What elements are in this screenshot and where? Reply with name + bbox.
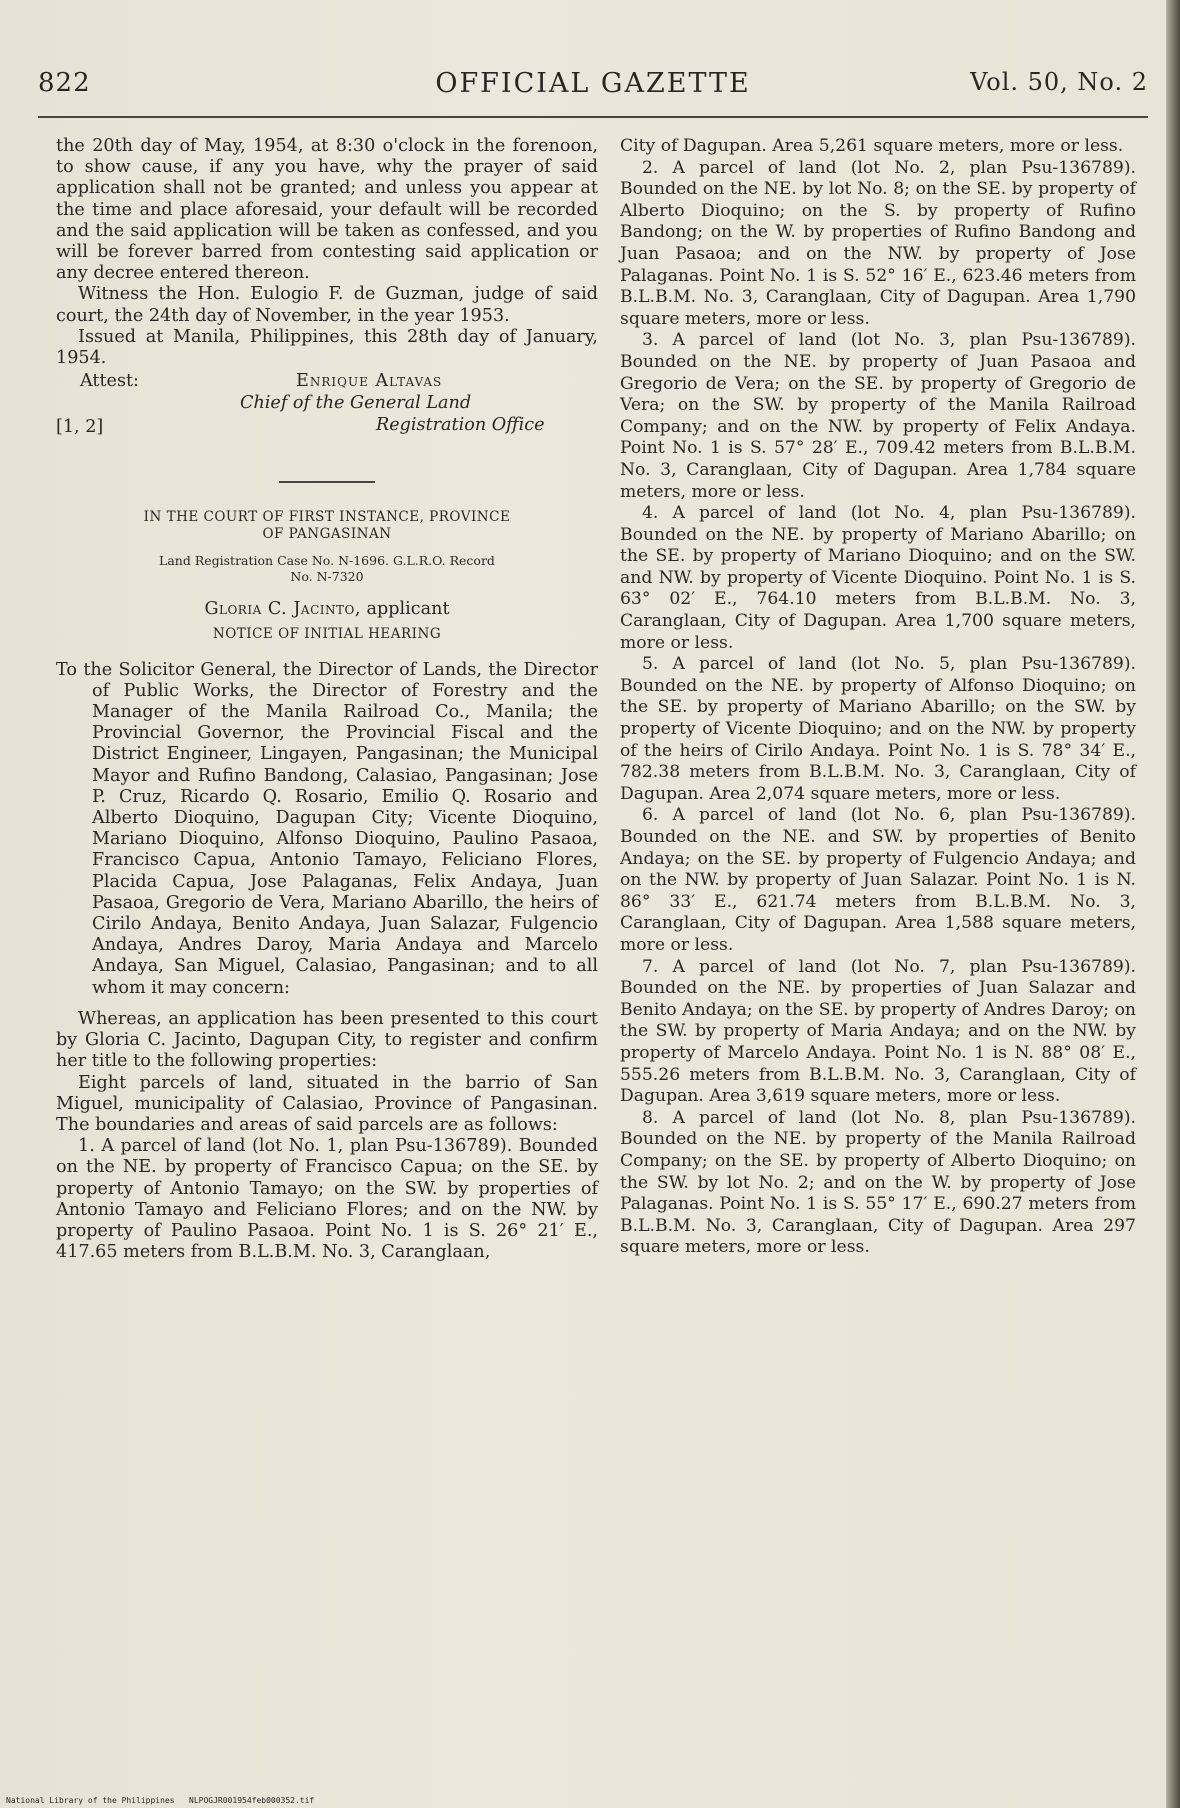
page-header [38,64,1148,104]
applicant-role: applicant [360,599,450,620]
publication-title: OFFICIAL GAZETTE [435,68,751,99]
lot-6-paragraph: 6. A parcel of land (lot No. 6, plan Psu-136789). Bounded on the NE. and SW. by properties of Benito Andaya; on the SE. by property of Fulgencio Andaya; and on the NW. by property of Juan Salazar. Point No. 1 is N. 86° 33′ E., 621.74 meters from B.L.B.M. No. 3, Caranglaan, City of Dagupan. Area 1,588 square meters, more or less. [620,805,1136,955]
issued-paragraph: Issued at Manila, Philippines, this 28th day of January, 1954. [56,326,598,369]
attestation-block [56,371,598,459]
witness-paragraph: Witness the Hon. Eulogio F. de Guzman, judge of said court, the 24th day of November, in the year 1953. [56,284,598,326]
lot-8-paragraph: 8. A parcel of land (lot No. 8, plan Psu-136789). Bounded on the NE. by property of the Manila Railroad Company; on the SE. by property of Alberto Dioquino; on the SW. by lot No. 2; and on the W. by property of Jose Palaganas. Point No. 1 is S. 55° 17′ E., 690.27 meters from B.L.B.M. No. 3, Caranglaan, City of Dagupan. Area 297 square meters, more or less. [620,1107,1136,1258]
notice-title: NOTICE OF INITIAL HEARING [212,626,442,643]
issue-reference: [1, 2] [56,417,104,438]
right-column [620,136,1136,1259]
parcels-intro-paragraph: Eight parcels of land, situated in the barrio of San Miguel, municipality of Calasiao, Province of Pangasinan. The boundaries and areas of said parcels are as follows: [56,1072,598,1135]
case-number-line1: Land Registration Case No. N-1696. G.L.R.O. Record [159,553,495,569]
applicant-name: Gloria C. Jacinto, [204,599,361,620]
attest-signatory: Enrique Altavas [296,371,443,392]
court-heading-line1: IN THE COURT OF FIRST INSTANCE, PROVINCE [143,509,511,526]
attest-label: Attest: [80,371,139,392]
volume-number: Vol. 50, No. 2 [970,68,1148,96]
left-column [56,136,598,1263]
page-edge-shadow [1166,0,1180,1808]
scan-source-footer: National Library of the Philippines NLPOGJR001954feb000352.tif [6,1796,315,1805]
lot-3-paragraph: 3. A parcel of land (lot No. 3, plan Psu-136789). Bounded on the NE. by property of Juan Pasaoa and Gregorio de Vera; on the SE. by property of Gregorio de Vera; on the SW. by property of the Manila Railroad Company; and on the NW. by property of Felix Andaya. Point No. 1 is S. 57° 28′ E., 709.42 meters from B.L.B.M. No. 3, Caranglaan, City of Dagupan. Area 1,784 square meters, more or less. [620,330,1136,502]
lot-1-paragraph: 1. A parcel of land (lot No. 1, plan Psu-136789). Bounded on the NE. by property of Francisco Capua; on the SE. by property of Antonio Tamayo; on the SW. by properties of Antonio Tamayo and Feliciano Flores; and on the NW. by property of Paulino Pasaoa. Point No. 1 is S. 26° 21′ E., 417.65 meters from B.L.B.M. No. 3, Caranglaan, [56,1136,598,1263]
attest-title-line1: Chief of the General Land [240,393,472,414]
applicant-line [56,599,598,620]
lot-5-paragraph: 5. A parcel of land (lot No. 5, plan Psu-136789). Bounded on the NE. by property of Alfonso Dioquino; on the SE. by property of Mariano Abarillo; on the SW. by property of Vicente Dioquino; and on the NW. by property of the heirs of Cirilo Andaya. Point No. 1 is S. 78° 34′ E., 782.38 meters from B.L.B.M. No. 3, Caranglaan, City of Dagupan. Area 2,074 square meters, more or less. [620,654,1136,804]
opening-paragraph: the 20th day of May, 1954, at 8:30 o'clock in the forenoon, to show cause, if any you have, why the prayer of said application shall not be granted; and unless you appear at the time and place aforesaid, your default will be recorded and the said application will be taken as confessed, and you will be forever barred from contesting said application or any decree entered thereon. [56,136,598,284]
lot-1-continuation: City of Dagupan. Area 5,261 square meters, more or less. [620,136,1124,156]
addressees-paragraph: To the Solicitor General, the Director of Lands, the Director of Public Works, the Director of Forestry and the Manager of the Manila Railroad Co., Manila; the Provincial Governor, the Provincial Fiscal and the District Engineer, Lingayen, Pangasinan; the Municipal Mayor and Rufino Bandong, Calasiao, Pangasinan; Jose P. Cruz, Ricardo Q. Rosario, Emilio Q. Rosario and Alberto Dioquino, Dagupan City; Vicente Dioquino, Mariano Dioquino, Alfonso Dioquino, Paulino Pasaoa, Francisco Capua, Antonio Tamayo, Feliciano Flores, Placida Capua, Jose Palaganas, Felix Andaya, Juan Pasaoa, Gregorio de Vera, Mariano Abarillo, the heirs of Cirilo Andaya, Benito Andaya, Juan Salazar, Fulgencio Andaya, Andres Daroy, Maria Andaya and Marcelo Andaya, San Miguel, Calasiao, Pangasinan; and to all whom it may concern: [56,659,598,998]
court-heading-line2: OF PANGASINAN [262,526,392,543]
lot-7-paragraph: 7. A parcel of land (lot No. 7, plan Psu-136789). Bounded on the NE. by properties of Juan Salazar and Benito Andaya; on the SE. by property of Andres Daroy; on the SW. by property of Maria Andaya; and on the NW. by property of Marcelo Andaya. Point No. 1 is N. 88° 08′ E., 555.26 meters from B.L.B.M. No. 3, Caranglaan, City of Dagupan. Area 3,619 square meters, more or less. [620,956,1136,1107]
attest-title-line2: Registration Office [376,415,545,436]
lot-2-paragraph: 2. A parcel of land (lot No. 2, plan Psu-136789). Bounded on the NE. by lot No. 8; on the SE. by property of Alberto Dioquino; on the S. by property of Rufino Bandong; on the W. by properties of Rufino Bandong and Juan Pasaoa; and on the NW. by property of Jose Palaganas. Point No. 1 is S. 52° 16′ E., 623.46 meters from B.L.B.M. No. 3, Caranglaan, City of Dagupan. Area 1,790 square meters, more or less. [620,157,1136,329]
lot-4-paragraph: 4. A parcel of land (lot No. 4, plan Psu-136789). Bounded on the NE. by property of Mariano Abarillo; on the SE. by property of Mariano Dioquino; and on the SW. and NW. by property of Vicente Dioquino. Point No. 1 is S. 63° 02′ E., 764.10 meters from B.L.B.M. No. 3, Caranglaan, City of Dagupan. Area 1,700 square meters, more or less. [620,503,1136,653]
whereas-paragraph: Whereas, an application has been presented to this court by Gloria C. Jacinto, Dagupan City, to register and confirm her title to the following properties: [56,1008,598,1072]
case-number-line2: No. N-7320 [290,569,364,585]
section-divider [279,481,375,483]
header-divider [38,116,1148,118]
page-number: 822 [38,68,91,98]
